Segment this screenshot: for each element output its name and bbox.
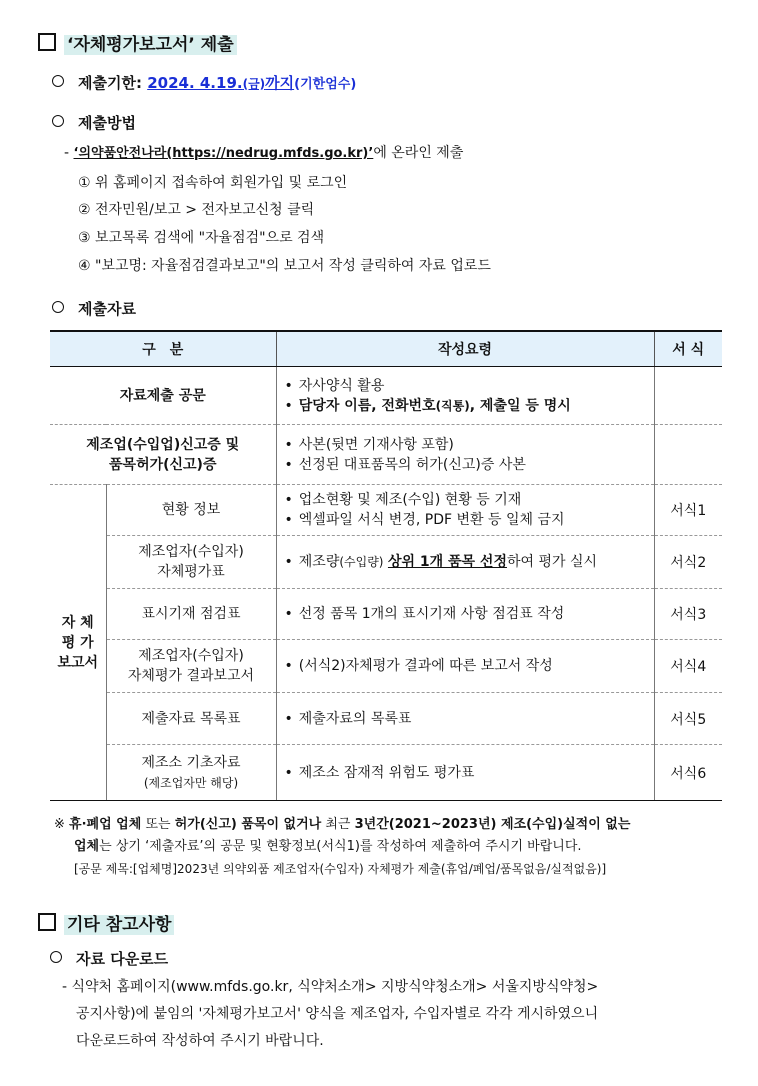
table-row [50,536,722,589]
table-row [50,367,722,425]
row-name: 제출자료 목록표 [106,693,276,745]
method-site-suffix: 에 온라인 제출 [373,145,464,161]
row-name-line: 제조업자(수입자) [138,648,244,664]
row-form: 서식5 [654,693,722,745]
section-title-1 [38,30,237,55]
checkbox-square-icon [38,33,56,51]
table-row [50,745,722,801]
desc-item: • 선정된 대표품목의 허가(신고)증 사본 [285,455,654,475]
step-1: ① 위 홈페이지 접속하여 회원가입 및 로그인 [78,175,348,191]
download-label: 자료 다운로드 [76,950,169,968]
section-title-text: 기타 참고사항 [64,915,174,935]
checkbox-square-icon [38,913,56,931]
deadline-label: 제출기한: [78,74,142,92]
deadline-day: (금) [242,77,266,91]
group-label-line: 보고서 [57,654,99,671]
row-name [106,745,276,801]
row-form [654,425,722,485]
note-block [54,814,714,880]
row-desc [276,536,654,589]
group-label-line: 평 가 [61,634,94,651]
row-desc [276,693,654,745]
table-header-row [50,331,722,367]
desc-small: (수입량) [339,555,384,569]
row-name [106,536,276,589]
desc-item: • 사본(뒷면 기재사항 포함) [285,435,654,455]
deadline-note: (기한엄수) [294,77,357,92]
desc-bold: 상위 1개 품목 선정 [387,554,507,570]
row-form [654,367,722,425]
submission-table [50,330,722,801]
desc-item [285,396,654,416]
table-row [50,693,722,745]
step-4: ④ "보고명: 자율점검결과보고"의 보고서 작성 클릭하여 자료 업로드 [78,258,491,274]
section-title-2 [38,910,174,935]
row-form: 서식3 [654,589,722,640]
deadline-until: 까지 [265,74,295,92]
row-desc [276,640,654,693]
table-row [50,640,722,693]
desc-item: • (서식2)자체평가 결과에 따른 보고서 작성 [285,656,654,676]
row-name: 현황 정보 [106,485,276,536]
download-line-2: 공지사항)에 붙임의 '자체평가보고서' 양식을 제조업자, 수입자별로 각각 게시하였으니 [76,1006,599,1022]
group-label [50,485,106,801]
row-desc [276,425,654,485]
row-desc [276,367,654,425]
download-heading [50,948,168,969]
note-text: 는 상기 ‘제출자료’의 공문 및 현황정보(서식1)를 작성하여 제출하여 주시기 바랍니다. [99,839,582,854]
circle-bullet-icon [52,115,64,127]
desc-item: • 엑셀파일 서식 변경, PDF 변환 등 일체 금지 [285,510,654,530]
materials-label: 제출자료 [78,300,136,318]
method-label: 제출방법 [78,114,136,132]
row-name [106,640,276,693]
desc-item: • 자사양식 활용 [285,376,654,396]
circle-bullet-icon [52,301,64,313]
row-name-line: 자체평가표 [157,564,225,580]
row-name-line: 제조업자(수입자) [138,544,244,560]
desc-bold-rest: , 제출일 등 명시 [469,397,571,414]
row-form: 서식1 [654,485,722,536]
row-name: 표시기재 점검표 [106,589,276,640]
row-name-line: (제조업자만 해당) [143,775,239,790]
desc-item: • 선정 품목 1개의 표시기재 사항 점검표 작성 [285,604,654,624]
table-row [50,589,722,640]
desc-item: • 제조소 잠재적 위험도 평가표 [285,763,654,783]
row-form: 서식4 [654,640,722,693]
desc-item: • 업소현황 및 제조(수입) 현황 등 기재 [285,490,654,510]
row-desc [276,589,654,640]
row-name-line: 품목허가(신고)증 [109,456,217,473]
step-3: ③ 보고목록 검색에 "자율점검"으로 검색 [78,230,325,246]
method-heading [52,112,136,133]
row-name [50,425,276,485]
desc-item: • 제출자료의 목록표 [285,709,654,729]
step-2: ② 전자민원/보고 > 전자보고신청 클릭 [78,202,315,218]
row-form: 서식2 [654,536,722,589]
note-text: 최근 [321,817,355,832]
download-line-3: 다운로드하여 작성하여 주시기 바랍니다. [76,1033,324,1049]
table-row [50,425,722,485]
materials-heading [52,298,136,319]
method-site: ‘의약품안전나라(https://nedrug.mfds.go.kr)’ [73,146,374,161]
header-form: 서 식 [654,331,722,367]
row-desc [276,745,654,801]
note-bold: 3년간(2021~2023년) 제조(수입)실적이 없는 [354,817,631,832]
deadline-date [147,74,294,92]
note-subject: [공문 제목:[업체명]2023년 의약외품 제조업자(수입자) 자체평가 제출(휴업/폐업/품목없음/실적없음)] [74,862,607,876]
group-label-line: 자 체 [61,614,94,631]
deadline-line [52,72,356,93]
note-bold: 휴·폐업 업체 [69,817,142,832]
note-bold: 허가(신고) 품목이 없거나 [174,817,322,832]
table-row [50,485,722,536]
desc-text: 제조량 [298,554,340,570]
circle-bullet-icon [50,951,62,963]
download-line-1: - 식약처 홈페이지(www.mfds.go.kr, 식약처소개> 지방식약청소개> 서울지방식약청> [62,979,599,995]
deadline-date-value: 2024. 4.19. [147,74,243,92]
desc-item [285,552,654,572]
header-guideline: 작성요령 [276,331,654,367]
circle-bullet-icon [52,75,64,87]
row-desc [276,485,654,536]
row-name-line: 자체평가 결과보고서 [127,668,255,684]
note-bold: 업체 [74,839,100,854]
desc-text: 하여 평가 실시 [506,554,598,570]
row-name: 자료제출 공문 [50,367,276,425]
note-text: 또는 [141,817,175,832]
method-site-line: - ‘의약품안전나라(https://nedrug.mfds.go.kr)’에 온라인 제출 [64,145,464,161]
header-category: 구 분 [50,331,276,367]
desc-small: (직통) [435,398,470,413]
row-form: 서식6 [654,745,722,801]
note-line-2 [54,836,714,858]
section-title-text: ‘자체평가보고서’ 제출 [64,35,237,55]
row-name-line: 제조업(수입업)신고증 및 [86,436,240,453]
row-name-line: 제조소 기초자료 [141,754,241,771]
note-mark: ※ [54,817,65,832]
desc-bold: 담당자 이름, 전화번호 [298,397,436,414]
